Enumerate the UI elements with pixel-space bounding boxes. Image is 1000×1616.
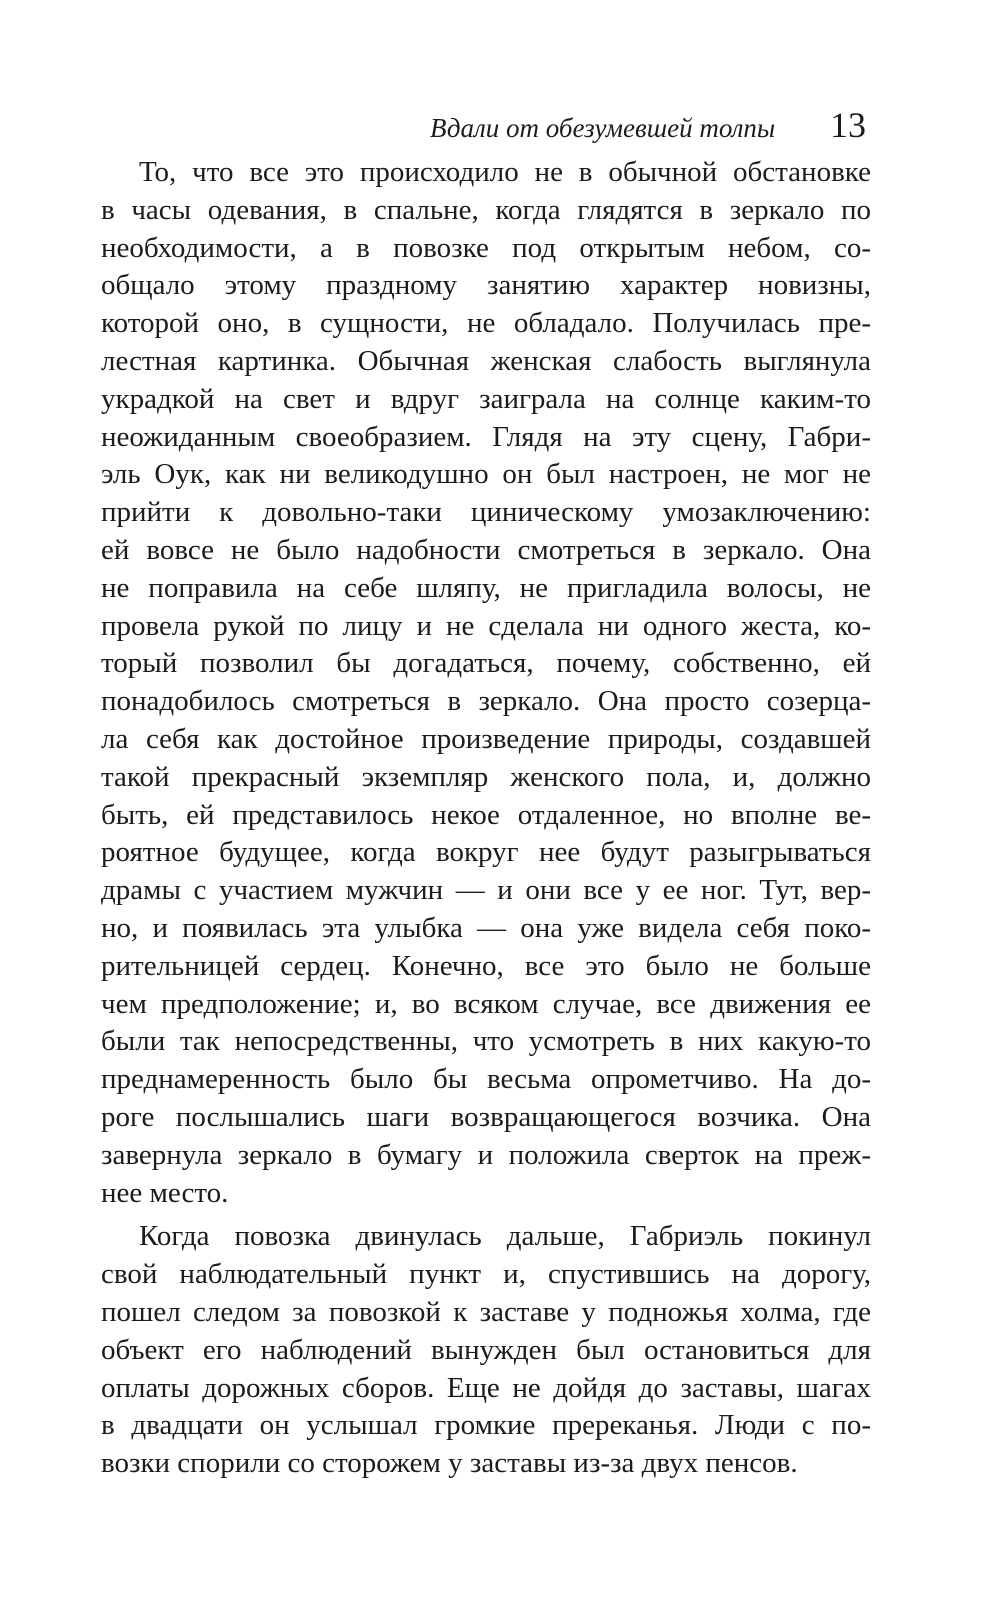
paragraph	[101, 154, 871, 1212]
text-line: объект его наблюдений вынужден был остановиться для	[101, 1333, 871, 1366]
page-number: 13	[830, 105, 866, 145]
text-line: лестная картинка. Обычная женская слабость выглянула	[101, 344, 871, 377]
text-line: Когда повозка двинулась дальше, Габриэль покинул	[139, 1220, 871, 1253]
body-text	[101, 154, 871, 1483]
text-line: понадобилось смотреться в зеркало. Она просто созерца-	[101, 685, 871, 718]
text-line: нее место.	[101, 1176, 229, 1209]
text-line: прийти к довольно-таки циническому умозаключению:	[101, 496, 871, 529]
text-line: завернула зеркало в бумагу и положила сверток на преж-	[101, 1138, 871, 1171]
text-line: не поправила на себе шляпу, не пригладила волосы, не	[101, 571, 871, 604]
text-line: в двадцати он услышал громкие пререканья. Люди с по-	[101, 1409, 871, 1442]
text-line: украдкой на свет и вдруг заиграла на солнце каким-то	[101, 382, 871, 415]
text-line: чем предположение; и, во всяком случае, все движения ее	[101, 987, 871, 1020]
text-line: провела рукой по лицу и не сделала ни одного жеста, ко-	[101, 609, 871, 642]
text-line: оплаты дорожных сборов. Еще не дойдя до заставы, шагах	[101, 1371, 871, 1404]
text-line: неожиданным своеобразием. Глядя на эту сцену, Габри-	[101, 420, 871, 453]
running-title: Вдали от обезумевшей толпы	[430, 113, 776, 143]
text-line: преднамеренность было бы весьма опрометчиво. На до-	[101, 1063, 871, 1096]
text-line: но, и появилась эта улыбка — она уже видела себя поко-	[101, 911, 871, 944]
text-line: необходимости, а в повозке под открытым небом, со-	[101, 231, 871, 264]
text-line: свой наблюдательный пункт и, спустившись на дорогу,	[101, 1258, 871, 1291]
text-line: пошел следом за повозкой к заставе у подножья холма, где	[101, 1295, 871, 1328]
text-line: ей вовсе не было надобности смотреться в зеркало. Она	[101, 533, 871, 566]
text-line: рительницей сердец. Конечно, все это было не больше	[101, 949, 871, 982]
text-line: торый позволил бы догадаться, почему, собственно, ей	[101, 647, 871, 680]
text-line: возки спорили со сторожем у заставы из-за двух пенсов.	[101, 1447, 798, 1480]
text-line: То, что все это происходило не в обычной обстановке	[139, 156, 871, 188]
text-line: ла себя как достойное произведение природы, создавшей	[101, 722, 871, 755]
text-line: которой оно, в сущности, не обладало. Получилась пре-	[101, 307, 871, 340]
text-line: такой прекрасный экземпляр женского пола, и, должно	[101, 760, 871, 793]
paragraph	[101, 1218, 871, 1483]
text-line: в часы одевания, в спальне, когда глядятся в зеркало по	[101, 193, 871, 226]
text-line: драмы с участием мужчин — и они все у ее ног. Тут, вер-	[101, 874, 871, 907]
text-line: роятное будущее, когда вокруг нее будут разыгрываться	[101, 836, 871, 869]
text-line: эль Оук, как ни великодушно он был настроен, не мог не	[101, 458, 871, 491]
text-line: общало этому праздному занятию характер новизны,	[101, 269, 871, 302]
text-line: быть, ей представилось некое отдаленное, но вполне ве-	[101, 798, 871, 831]
text-line: были так непосредственны, что усмотреть в них какую-то	[101, 1025, 871, 1058]
text-line: роге послышались шаги возвращающегося возчика. Она	[101, 1100, 871, 1133]
